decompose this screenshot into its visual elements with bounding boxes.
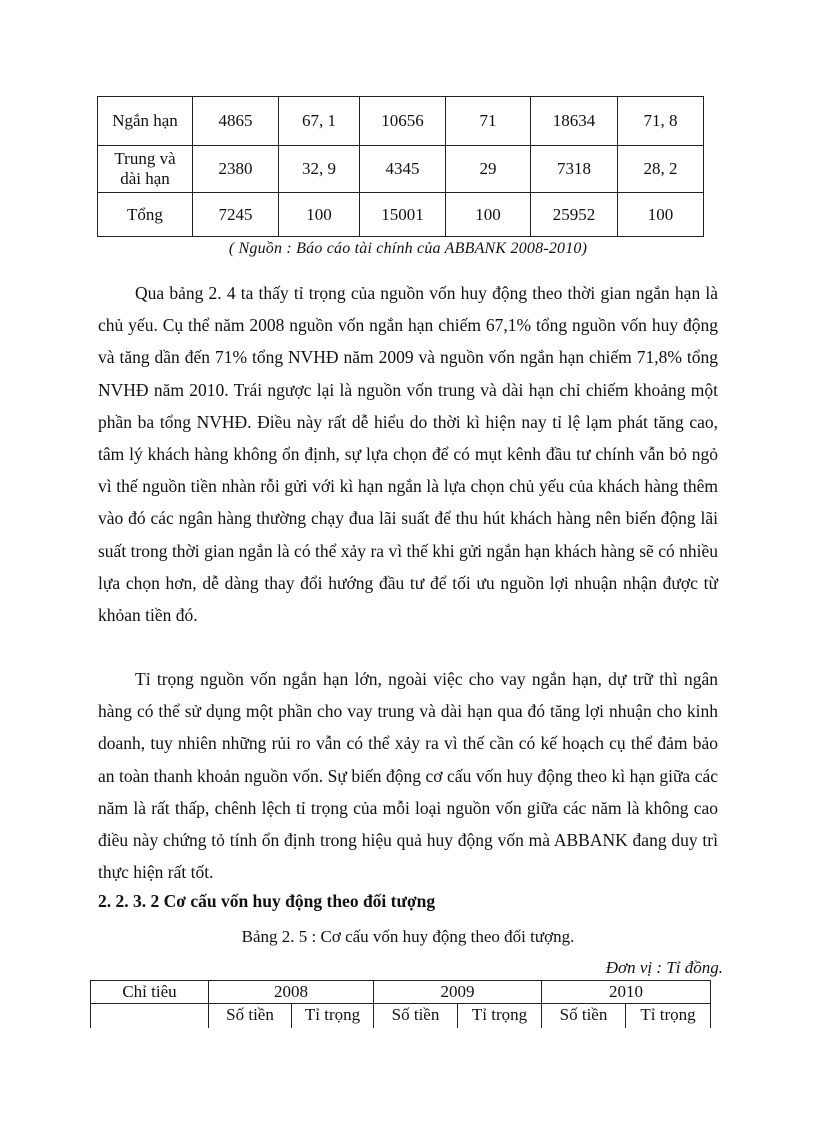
- table-row: [98, 97, 704, 146]
- table-caption: Bảng 2. 5 : Cơ cấu vốn huy động theo đối tượng.: [241, 927, 575, 946]
- table-cell: 4345: [360, 146, 446, 193]
- table-cell: 10656: [360, 97, 446, 146]
- subheader-amount: Số tiền: [374, 1004, 458, 1029]
- paragraph: Qua bảng 2. 4 ta thấy tỉ trọng của nguồn vốn huy động theo thời gian ngắn hạn là chủ yếu. Cụ thể năm 2008 nguồn vốn ngắn hạn chiếm 67,1% tổng nguồn vốn huy động và tăng dần đến 71% tổng NVHĐ năm 2009 và nguồn vốn ngắn hạn chiếm 71,8% tổng NVHĐ năm 2010. Trái ngược lại là nguồn vốn trung và dài hạn chỉ chiếm khoảng một phần ba tổng NVHĐ. Điều này rất dễ hiểu do thời kì hiện nay tỉ lệ lạm phát tăng cao, tâm lý khách hàng không ổn định, sự lựa chọn để có mụt kênh đầu tư chính vẫn bỏ ngỏ vì thế nguồn tiền nhàn rỗi gửi với kì hạn ngắn là lựa chọn chủ yếu của khách hàng thêm vào đó các ngân hàng thường chạy đua lãi suất để thu hút khách hàng nên biến động lãi suất trong thời gian ngắn là có thể xảy ra vì thế khi gửi ngắn hạn khách hàng sẽ có nhiều lựa chọn hơn, dễ dàng thay đổi hướng đầu tư để tối ưu nguồn lợi nhuận nhận được từ khỏan tiền đó.: [98, 283, 718, 626]
- capital-by-subject-table: [90, 980, 711, 1028]
- table-cell: 7318: [531, 146, 618, 193]
- unit-note: Đơn vị : Tỉ đồng.: [605, 958, 723, 977]
- table-subheader-row: [91, 1004, 711, 1029]
- table-cell: 7245: [193, 193, 279, 237]
- year-header: 2009: [374, 981, 542, 1004]
- table-row: [98, 193, 704, 237]
- capital-by-term-table: [97, 96, 704, 237]
- table-cell: 4865: [193, 97, 279, 146]
- year-header: 2008: [209, 981, 374, 1004]
- subheader-ratio: Tỉ trọng: [626, 1004, 711, 1029]
- table-cell: 25952: [531, 193, 618, 237]
- table-cell: 18634: [531, 97, 618, 146]
- paragraph: Tỉ trọng nguồn vốn ngắn hạn lớn, ngoài việc cho vay ngắn hạn, dự trữ thì ngân hàng có thể sử dụng một phần cho vay trung và dài hạn qua đó tăng lợi nhuận cho kinh doanh, tuy nhiên những rủi ro vẫn có thể xảy ra vì thế cần có kế hoạch cụ thể đảm bảo an toàn thanh khoản nguồn vốn. Sự biến động cơ cấu vốn huy động theo kì hạn giữa các năm là rất thấp, chênh lệch tỉ trọng của mỗi loại nguồn vốn giữa các năm là không cao điều này chứng tỏ tính ổn định trong hiệu quả huy động vốn mà ABBANK đang duy trì thực hiện rất tốt.: [98, 669, 718, 883]
- table-cell: 100: [446, 193, 531, 237]
- year-header: 2010: [542, 981, 711, 1004]
- table-cell: 28, 2: [618, 146, 704, 193]
- table-row: [98, 146, 704, 193]
- table-cell: 67, 1: [279, 97, 360, 146]
- empty-cell: [91, 1004, 209, 1029]
- subheader-ratio: Tỉ trọng: [458, 1004, 542, 1029]
- subheader-ratio: Tỉ trọng: [292, 1004, 374, 1029]
- subheader-amount: Số tiền: [209, 1004, 292, 1029]
- row-label: [98, 146, 193, 193]
- table-header-row: [91, 981, 711, 1004]
- table-source-note: ( Nguồn : Báo cáo tài chính của ABBANK 2008-2010): [228, 240, 588, 257]
- row-label-line: Trung và: [114, 149, 176, 168]
- row-label: Ngắn hạn: [98, 97, 193, 146]
- table-cell: 15001: [360, 193, 446, 237]
- table-cell: 32, 9: [279, 146, 360, 193]
- row-label: Tổng: [98, 193, 193, 237]
- table-cell: 100: [279, 193, 360, 237]
- table-cell: 71, 8: [618, 97, 704, 146]
- table-cell: 29: [446, 146, 531, 193]
- subheader-amount: Số tiền: [542, 1004, 626, 1029]
- row-label-line: dài hạn: [120, 169, 170, 188]
- column-header: Chỉ tiêu: [91, 981, 209, 1004]
- section-heading: 2. 2. 3. 2 Cơ cấu vốn huy động theo đối tượng: [98, 891, 436, 911]
- table-cell: 2380: [193, 146, 279, 193]
- table-cell: 71: [446, 97, 531, 146]
- table-cell: 100: [618, 193, 704, 237]
